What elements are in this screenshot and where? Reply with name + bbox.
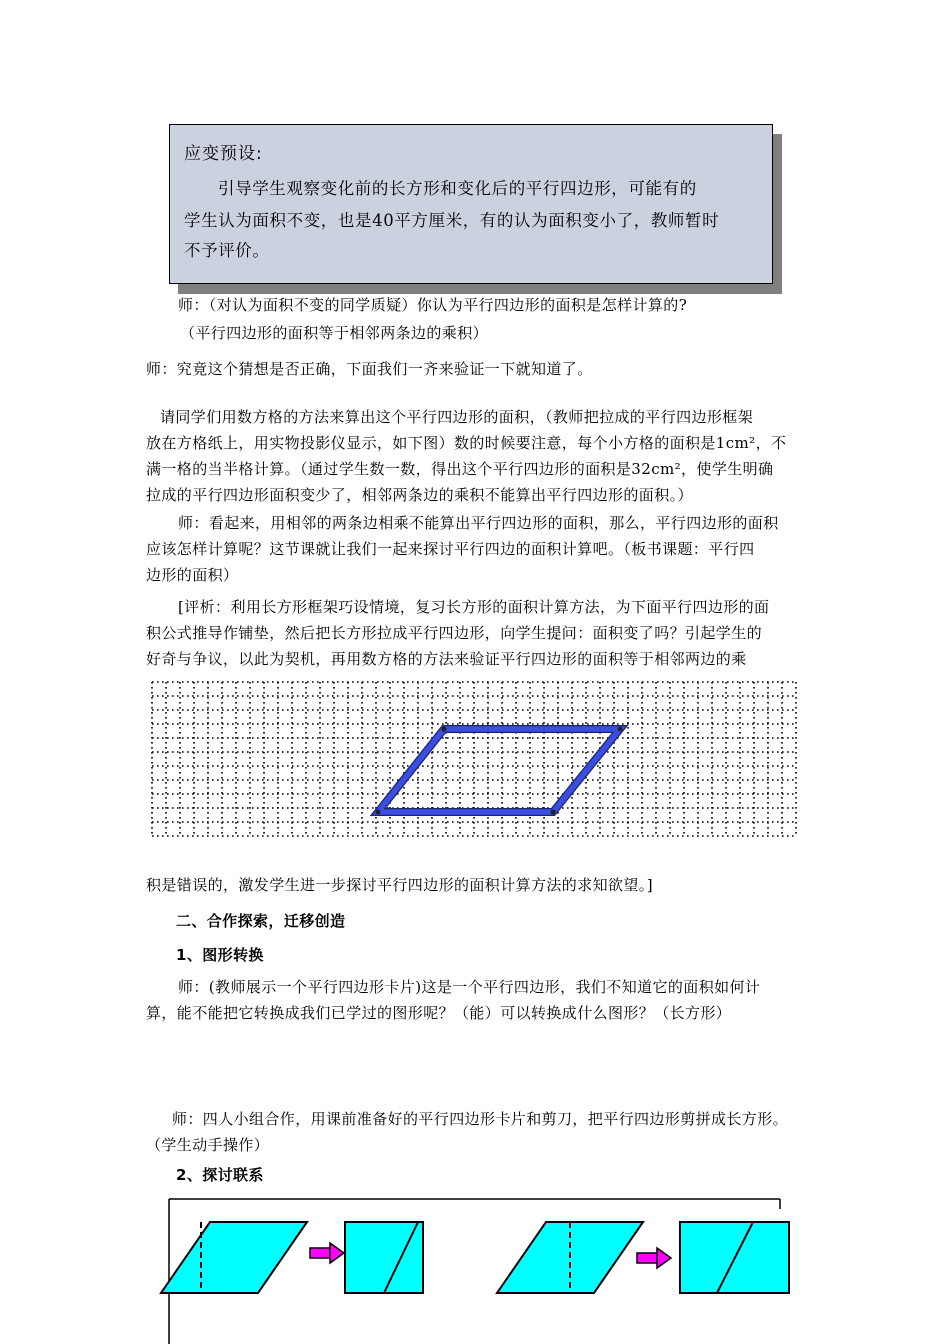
variant-preset-box — [169, 124, 773, 284]
grid-method-line-3: 满一格的当半格计算。（通过学生数一数，得出这个平行四边形的面积是32cm²，使学生明确 — [146, 460, 774, 478]
teacher-conclude-line-2: 应该怎样计算呢？这节课就让我们一起来探讨平行四边的面积计算吧。（板书课题：平行四 — [146, 540, 755, 558]
frame-joint — [551, 810, 556, 815]
teacher-question-2: 师：究竟这个猜想是否正确，下面我们一齐来验证一下就知道了。 — [146, 360, 593, 378]
box-title: 应变预设: — [184, 144, 263, 164]
teacher-card-line-2: 算，能不能把它转换成我们已学过的图形呢？（能）可以转换成什么图形？（长方形） — [146, 1004, 732, 1022]
parallelogram-frame-fill — [378, 729, 620, 812]
teacher-group-line-1: 师：四人小组合作，用课前准备好的平行四边形卡片和剪刀，把平行四边形剪拼成长方形。 — [172, 1110, 789, 1128]
analysis-line-2: 积公式推导作铺垫，然后把长方形拉成平行四边形，向学生提问：面积变了吗？引起学生的 — [146, 624, 763, 642]
teacher-card-line-1: 师：(教师展示一个平行四边形卡片)这是一个平行四边形，我们不知道它的面积如何计 — [178, 978, 761, 996]
grid-method-line-2: 放在方格纸上，用实物投影仪显示，如下图）数的时候要注意，每个小方格的面积是1cm²，不 — [146, 434, 787, 452]
teacher-conclude-line-3: 边形的面积） — [146, 566, 239, 584]
subheading-1: 1、图形转换 — [176, 946, 264, 964]
rectangle-result-1 — [345, 1222, 423, 1293]
frame-joint — [376, 810, 381, 815]
grid-method-line-4: 拉成的平行四边形面积变少了，相邻两条边的乘积不能算出平行四边形的面积。） — [146, 486, 693, 504]
grid-method-line-1: 请同学们用数方格的方法来算出这个平行四边形的面积，（教师把拉成的平行四边形框架 — [160, 408, 754, 426]
box-line-3: 不予评价。 — [184, 241, 270, 260]
subheading-2: 2、探讨联系 — [176, 1166, 264, 1184]
box-line-2: 学生认为面积不变，也是40平方厘米，有的认为面积变小了，教师暂时 — [184, 211, 720, 230]
box-line-1: 引导学生观察变化前的长方形和变化后的平行四边形，可能有的 — [218, 179, 697, 198]
analysis-line-1: [评析：利用长方形框架巧设情境，复习长方形的面积计算方法，为下面平行四边形的面 — [178, 598, 770, 616]
teacher-question-1: 师：（对认为面积不变的同学质疑）你认为平行四边形的面积是怎样计算的? — [178, 296, 688, 314]
arrow-icon — [310, 1243, 344, 1263]
parallelogram-card-1 — [161, 1222, 307, 1293]
arrow-icon — [637, 1248, 671, 1268]
student-answer-1: （平行四边形的面积等于相邻两条边的乘积） — [180, 324, 489, 342]
cut-rearrange-diagram — [155, 1195, 795, 1344]
teacher-conclude-line-1: 师：看起来，用相邻的两条边相乘不能算出平行四边形的面积，那么，平行四边形的面积 — [178, 514, 779, 532]
frame-joint — [442, 727, 447, 732]
frame-joint — [618, 727, 623, 732]
analysis-end: 积是错误的，激发学生进一步探讨平行四边形的面积计算方法的求知欲望。] — [146, 876, 653, 894]
section-heading-2: 二、合作探索，迁移创造 — [176, 912, 346, 930]
analysis-line-3: 好奇与争议，以此为契机，再用数方格的方法来验证平行四边形的面积等于相邻两边的乘 — [146, 650, 747, 668]
grid-figure — [148, 678, 804, 842]
teacher-group-line-2: （学生动手操作） — [146, 1136, 270, 1154]
